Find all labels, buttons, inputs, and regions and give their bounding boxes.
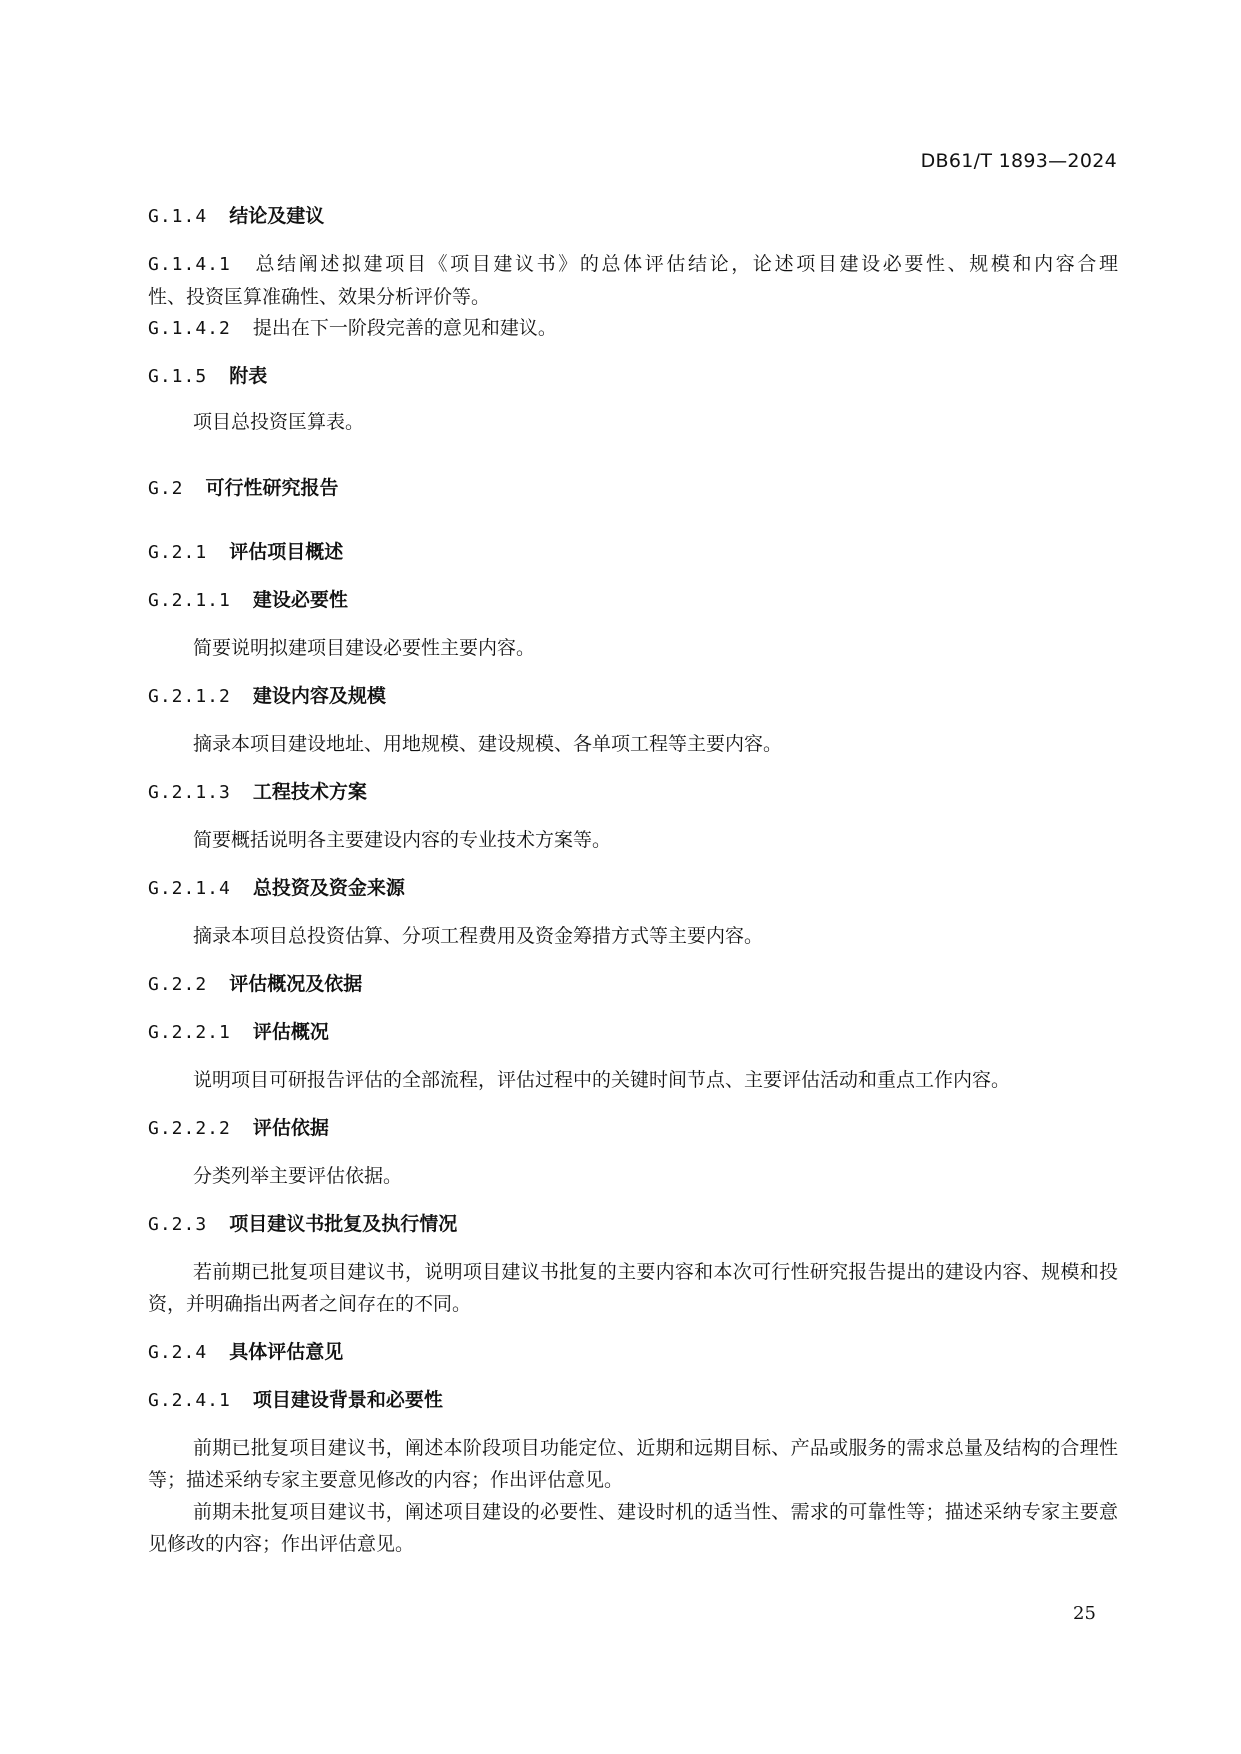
clause-paragraph: [148, 248, 1118, 313]
subsection-number: G.2.2.1: [148, 1022, 231, 1043]
body-paragraph: 摘录本项目建设地址、用地规模、建设规模、各单项工程等主要内容。: [193, 733, 783, 755]
subsection-title: 建设内容及规模: [252, 685, 386, 707]
subsection-number: G.2.1.2: [148, 686, 231, 707]
subsection-heading: [148, 584, 1118, 617]
body-paragraph: 分类列举主要评估依据。: [193, 1165, 403, 1187]
section-number: G.1.5: [148, 366, 208, 387]
body-paragraph: 说明项目可研报告评估的全部流程，评估过程中的关键时间节点、主要评估活动和重点工作内容。: [193, 1069, 1011, 1091]
clause-first-line: [148, 248, 1118, 281]
section-heading: [148, 968, 1118, 1001]
subsection-number: G.2.1.3: [148, 782, 231, 803]
subsection-heading: [148, 872, 1118, 905]
section-title: 附表: [229, 365, 268, 387]
body-paragraph: 项目总投资匡算表。: [193, 411, 365, 433]
subsection-heading: [148, 776, 1118, 809]
section-number: G.2.3: [148, 1214, 208, 1235]
section-title: 具体评估意见: [229, 1341, 344, 1363]
section-number: G.2.1: [148, 542, 208, 563]
chapter-title: 可行性研究报告: [205, 477, 339, 499]
body-paragraph: 简要概括说明各主要建设内容的专业技术方案等。: [193, 829, 612, 851]
subsection-heading: [148, 680, 1118, 713]
subsection-title: 项目建设背景和必要性: [252, 1389, 443, 1411]
subsection-title: 评估概况: [252, 1021, 329, 1043]
subsection-title: 总投资及资金来源: [252, 877, 405, 899]
section-heading: [148, 1208, 1118, 1241]
clause-paragraph: [148, 312, 1118, 345]
section-heading: [148, 360, 1118, 393]
section-title: 评估项目概述: [229, 541, 344, 563]
subsection-heading: [148, 1112, 1118, 1145]
subsection-number: G.2.1.4: [148, 878, 231, 899]
body-paragraph: 简要说明拟建项目建设必要性主要内容。: [193, 637, 536, 659]
body-paragraph: 若前期已批复项目建议书，说明项目建议书批复的主要内容和本次可行性研究报告提出的建设内容、规模和投资，并明确指出两者之间存在的不同。: [148, 1261, 1118, 1315]
section-title: 结论及建议: [229, 205, 325, 227]
subsection-number: G.2.1.1: [148, 590, 231, 611]
section-heading: [148, 536, 1118, 569]
subsection-heading: [148, 1016, 1118, 1049]
chapter-heading: [148, 472, 1118, 505]
body-paragraph: 摘录本项目总投资估算、分项工程费用及资金筹措方式等主要内容。: [193, 925, 764, 947]
clause-text-line1: 总结阐述拟建项目《项目建议书》的总体评估结论，论述项目建设必要性、规模和内容合理: [252, 253, 1118, 275]
section-number: G.2.2: [148, 974, 208, 995]
chapter-number: G.2: [148, 478, 184, 499]
section-number: G.2.4: [148, 1342, 208, 1363]
section-heading: [148, 200, 1118, 233]
clause-text-line2: 性、投资匡算准确性、效果分析评价等。: [148, 286, 491, 308]
document-id: DB61/T 1893—2024: [920, 150, 1117, 172]
clause-number: G.1.4.2: [148, 318, 231, 339]
subsection-number: G.2.2.2: [148, 1118, 231, 1139]
subsection-heading: [148, 1384, 1118, 1417]
subsection-number: G.2.4.1: [148, 1390, 231, 1411]
clause-text: 提出在下一阶段完善的意见和建议。: [252, 317, 557, 339]
subsection-title: 建设必要性: [252, 589, 348, 611]
body-paragraph: 前期未批复项目建议书，阐述项目建设的必要性、建设时机的适当性、需求的可靠性等；描述采纳专家主要意见修改的内容；作出评估意见。: [148, 1501, 1118, 1555]
section-heading: [148, 1336, 1118, 1369]
clause-number: G.1.4.1: [148, 254, 231, 275]
body-paragraph: 前期已批复项目建议书，阐述本阶段项目功能定位、近期和远期目标、产品或服务的需求总量及结构的合理性等；描述采纳专家主要意见修改的内容；作出评估意见。: [148, 1437, 1118, 1491]
subsection-title: 工程技术方案: [252, 781, 367, 803]
section-number: G.1.4: [148, 206, 208, 227]
section-title: 评估概况及依据: [229, 973, 363, 995]
section-title: 项目建议书批复及执行情况: [229, 1213, 458, 1235]
page-number: 25: [1073, 1603, 1096, 1624]
subsection-title: 评估依据: [252, 1117, 329, 1139]
